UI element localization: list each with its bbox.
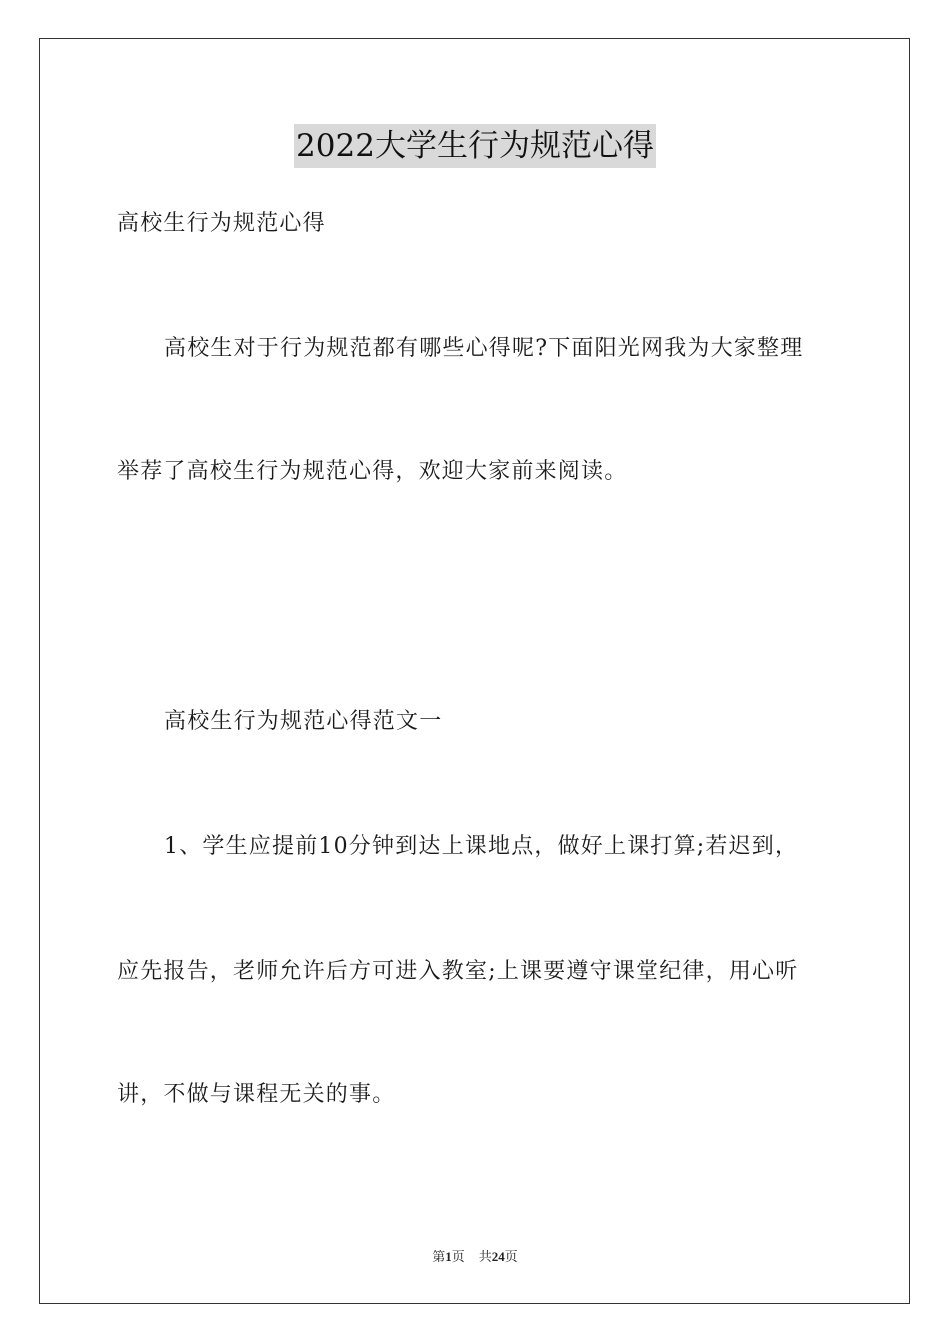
document-title: 2022大学生行为规范心得 xyxy=(294,124,656,168)
section-heading: 高校生行为规范心得范文一 xyxy=(164,709,443,734)
item-1-line-1: 1、学生应提前10分钟到达上课地点，做好上课打算;若迟到， xyxy=(164,834,799,859)
intro-paragraph-line-1: 高校生对于行为规范都有哪些心得呢?下面阳光网我为大家整理 xyxy=(164,336,804,361)
total-suffix: 页 xyxy=(504,1249,518,1264)
intro-paragraph-line-2: 举荐了高校生行为规范心得，欢迎大家前来阅读。 xyxy=(117,459,628,484)
page-footer xyxy=(0,1248,950,1266)
page-prefix: 第 xyxy=(432,1249,446,1264)
title-container xyxy=(0,124,950,168)
page-number: 1 xyxy=(445,1249,452,1264)
item-1-line-3: 讲，不做与课程无关的事。 xyxy=(117,1082,396,1107)
total-pages: 24 xyxy=(491,1249,505,1264)
page-suffix: 页 xyxy=(451,1249,465,1264)
item-1-line-2: 应先报告，老师允许后方可进入教室;上课要遵守课堂纪律，用心听 xyxy=(117,959,799,984)
subtitle: 高校生行为规范心得 xyxy=(117,211,326,236)
total-prefix: 共 xyxy=(478,1249,492,1264)
